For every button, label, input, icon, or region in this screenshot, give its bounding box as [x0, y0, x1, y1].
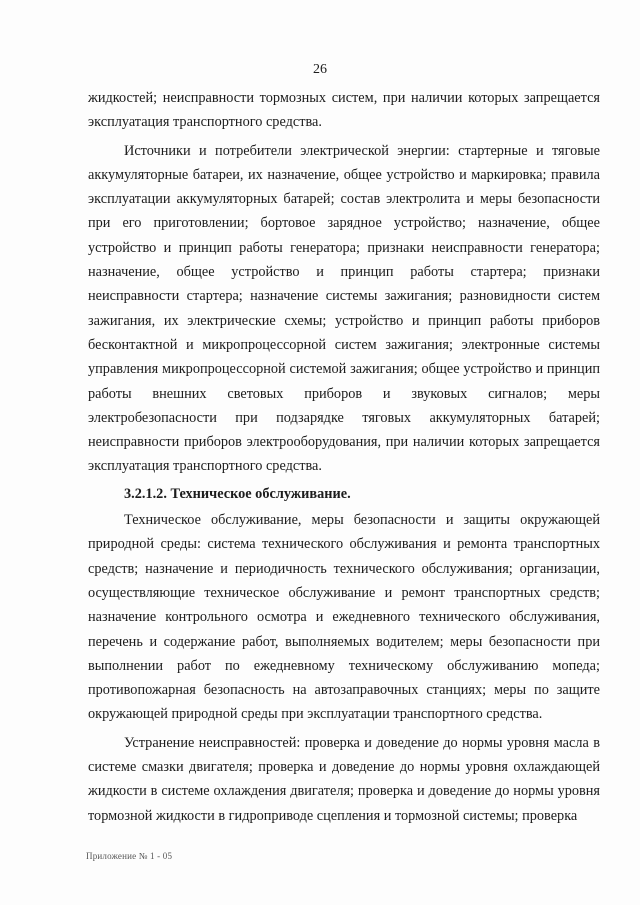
document-body: [88, 86, 600, 828]
paragraph-electrical-sources: Источники и потребители электрической энергии: стартерные и тяговые аккумуляторные батареи, их назначение, общее устройство и маркировка; правила эксплуатации аккумуляторных батарей; состав электролита и меры безопасности при его приготовлении; бортовое зарядное устройство; назначение, общее устройство и принцип работы генератора; признаки неисправности генератора; назначение, общее устройство и принцип работы стартера; признаки неисправности стартера; назначение системы зажигания; разновидности систем зажигания, их электрические схемы; устройство и принцип работы приборов бесконтактной и микропроцессорной систем зажигания; электронные системы управления микропроцессорной системой зажигания; общее устройство и принцип работы внешних световых приборов и звуковых сигналов; меры электробезопасности при подзарядке тяговых аккумуляторных батарей; неисправности приборов электрооборудования, при наличии которых запрещается эксплуатация транспортного средства.: [88, 142, 600, 475]
paragraph-continuation: жидкостей; неисправности тормозных систем, при наличии которых запрещается эксплуатация транспортного средства.: [88, 90, 600, 131]
page-number: 26: [313, 62, 327, 77]
paragraph-troubleshooting: Устранение неисправностей: проверка и доведение до нормы уровня масла в системе смазки двигателя; проверка и доведение до нормы уровня охлаждающей жидкости в системе охлаждения двигателя; проверка и доведение до нормы уровня тормозной жидкости в гидроприводе сцепления и тормозной системы; проверка: [88, 734, 600, 824]
page-footer: Приложение № 1 - 05: [86, 851, 173, 861]
section-heading: 3.2.1.2. Техническое обслуживание.: [124, 485, 351, 502]
paragraph-maintenance: Техническое обслуживание, меры безопасности и защиты окружающей природной среды: система технического обслуживания и ремонта транспортных средств; назначение и периодичность технического обслуживания; организации, осуществляющие техническое обслуживание и ремонт транспортных средств; назначение контрольного осмотра и ежедневного технического обслуживания, перечень и содержание работ, выполняемых водителем; меры безопасности при выполнении работ по ежедневному техническому обслуживанию мопеда; противопожарная безопасность на автозаправочных станциях; меры по защите окружающей природной среды при эксплуатации транспортного средства.: [88, 512, 600, 723]
